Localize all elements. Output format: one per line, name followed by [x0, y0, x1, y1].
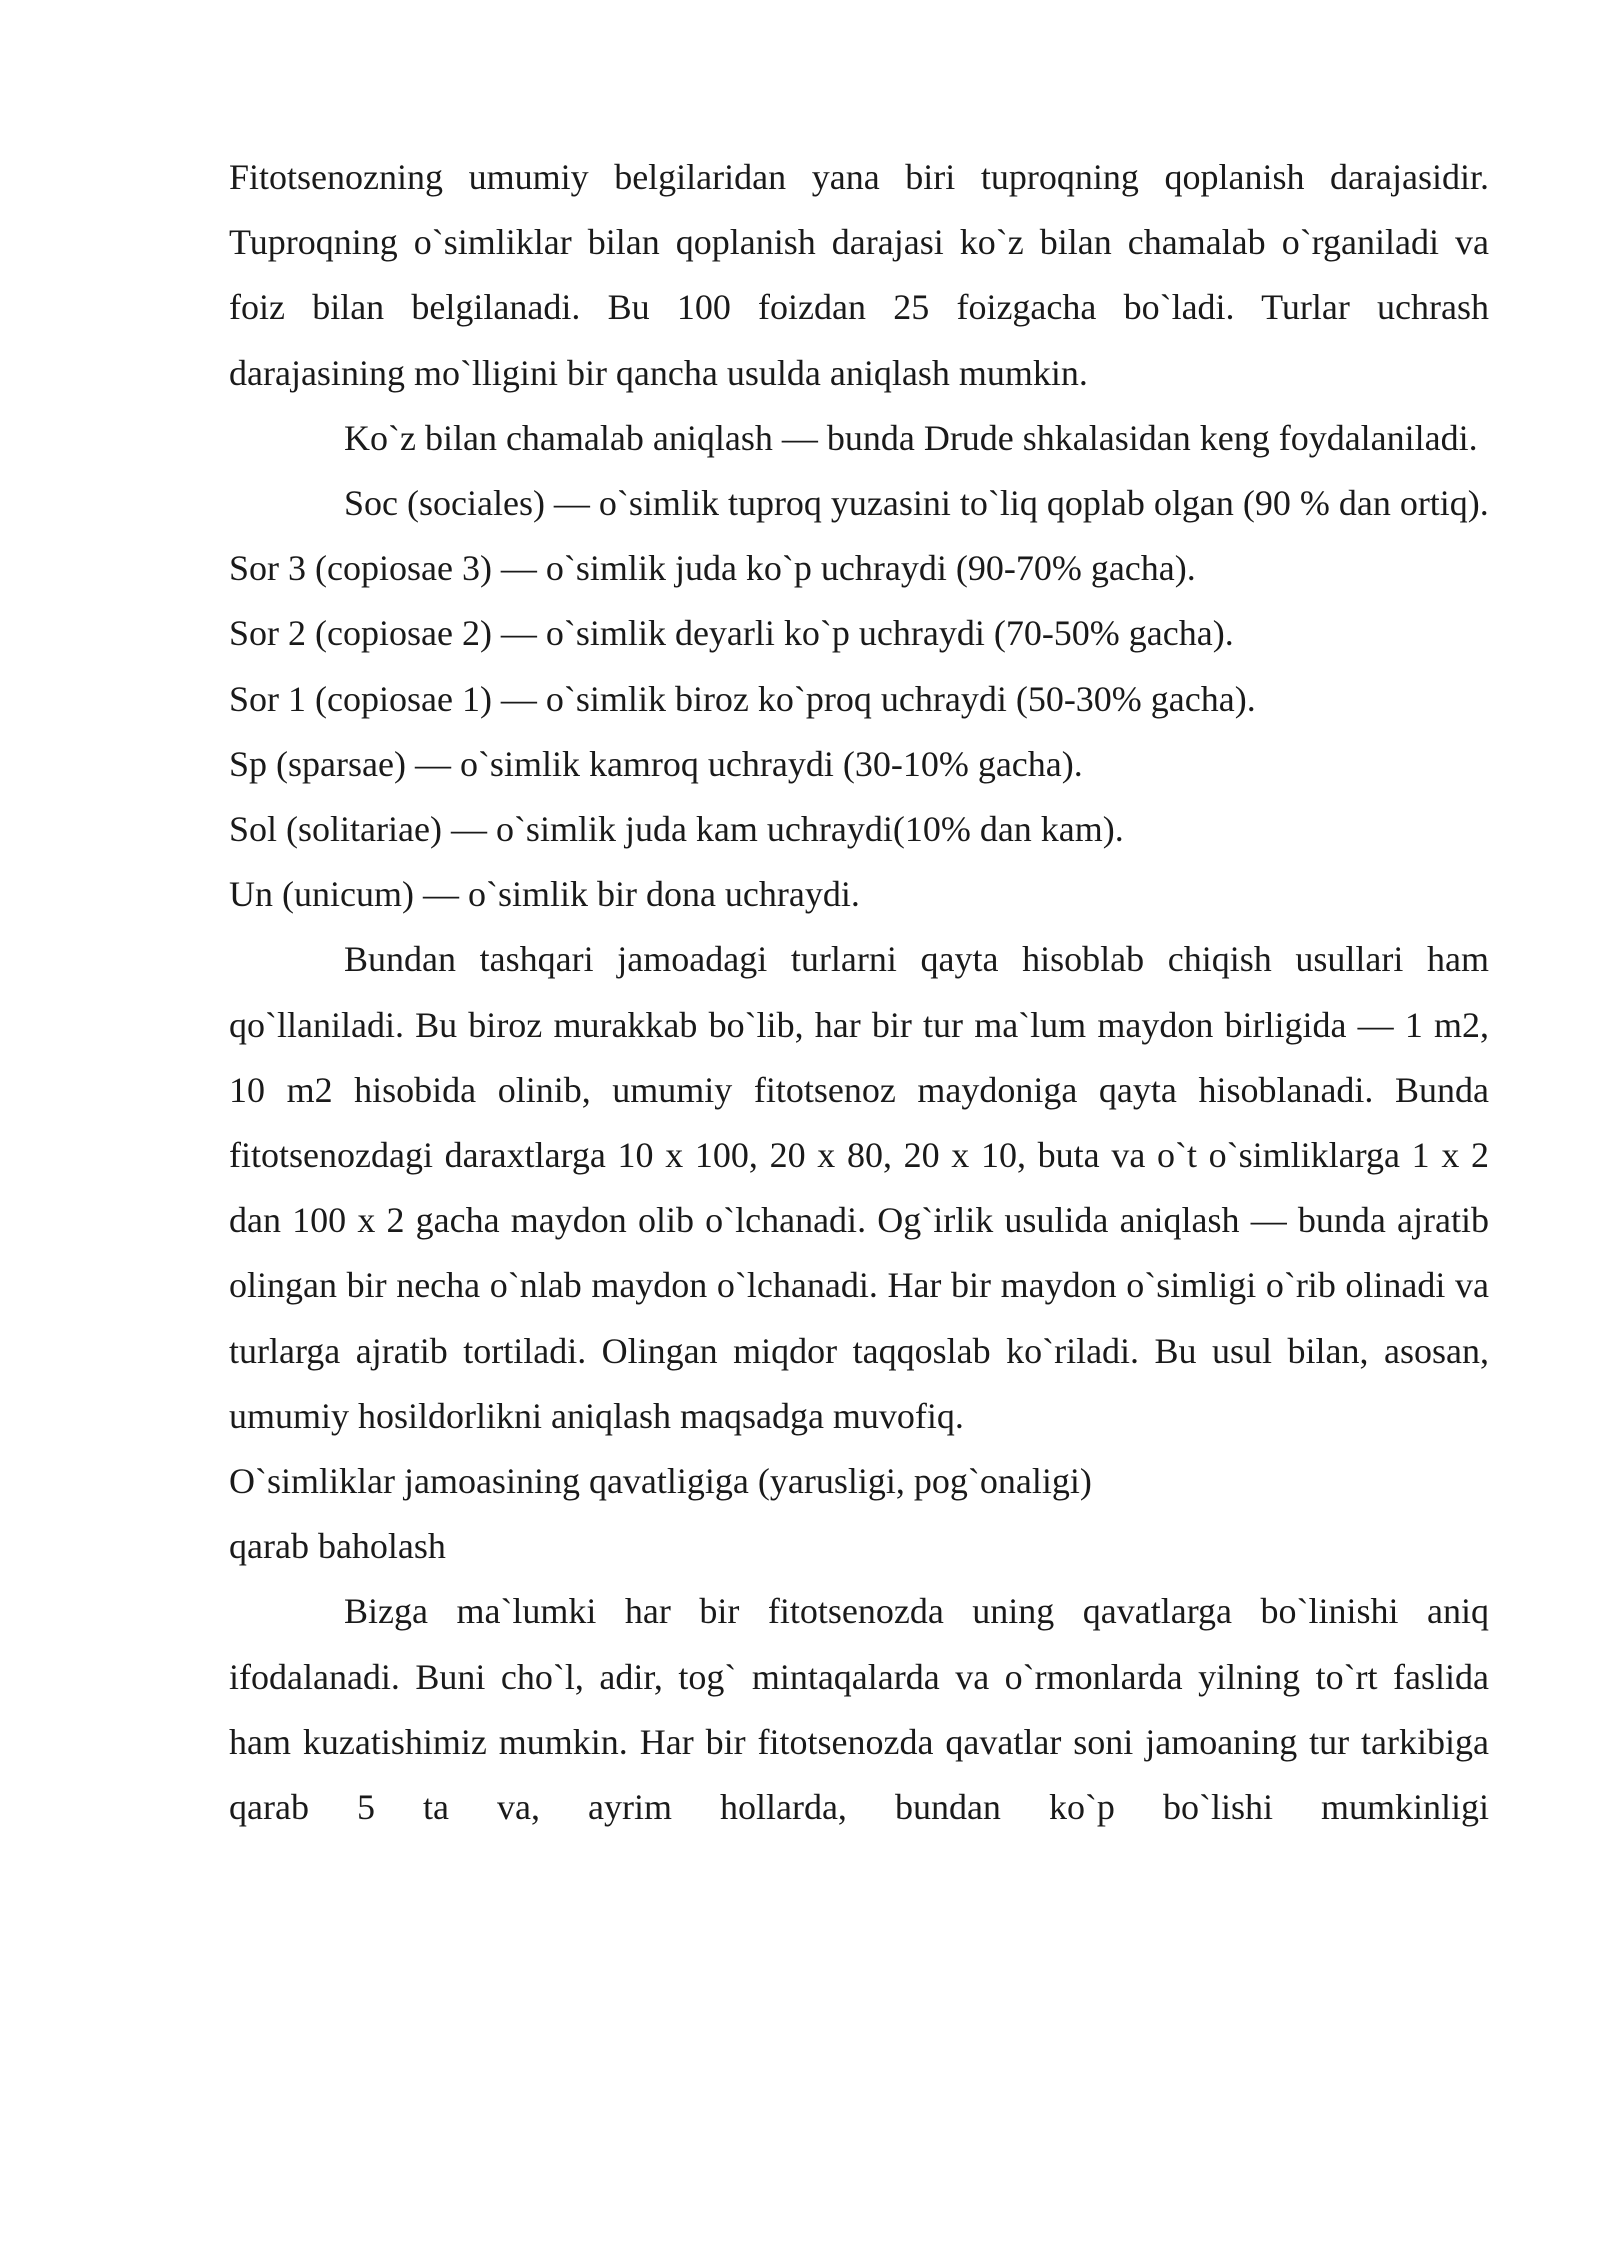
paragraph-layers: Bizga ma`lumki har bir fitotsenozda uning qavatlarga bo`linishi aniq ifodalanadi. Buni cho`l, adir, tog` mintaqalarda va o`rmonlarda yilning to`rt faslida ham kuzatishimiz mumkin. Har bir fitotsenozda qavatlar soni jamoaning tur tarkibiga qarab 5 ta va, ayrim hollarda, bundan ko`p bo`lishi mumkinligi [229, 1591, 1489, 1828]
paragraph-sol: Sol (solitariae) — o`simlik juda kam uchraydi(10% dan kam). [229, 809, 1124, 850]
paragraph-drude-scale: Ko`z bilan chamalab aniqlash — bunda Drude shkalasidan keng foydalaniladi. [344, 417, 1478, 458]
section-heading-line-1: O`simliklar jamoasining qavatligiga (yarusligi, pog`onaligi) [229, 1461, 1092, 1502]
paragraph-recount-methods: Bundan tashqari jamoadagi turlarni qayta hisoblab chiqish usullari ham qo`llaniladi. Bu biroz murakkab bo`lib, har bir tur ma`lum maydon birligida — 1 m2, 10 m2 hisobida olinib, umumiy fitotsenoz maydoniga qayta hisoblanadi. Bunda fitotsenozdagi daraxtlarga 10 x 100, 20 x 80, 20 x 10, buta va o`t o`simliklarga 1 x 2 dan 100 x 2 gacha maydon olib o`lchanadi. Og`irlik usulida aniqlash — bunda ajratib olingan bir necha o`nlab maydon o`lchanadi. Har bir maydon o`simligi o`rib olinadi va turlarga ajratib tortiladi. Olingan miqdor taqqoslab ko`riladi. Bu usul bilan, asosan, umumiy hosildorlikni aniqlash maqsadga muvofiq. [229, 939, 1489, 1436]
paragraph-soc: Soc (sociales) — o`simlik tuproq yuzasini to`liq qoplab olgan (90 % dan ortiq). [344, 483, 1489, 524]
document-body [229, 145, 1489, 1840]
paragraph-sp: Sp (sparsae) — o`simlik kamroq uchraydi (30-10% gacha). [229, 743, 1083, 784]
paragraph-cop2: Sor 2 (copiosae 2) — o`simlik deyarli ko`p uchraydi (70-50% gacha). [229, 613, 1234, 654]
paragraph-cop1: Sor 1 (copiosae 1) — o`simlik biroz ko`proq uchraydi (50-30% gacha). [229, 678, 1256, 719]
paragraph-cop3: Sor 3 (copiosae 3) — o`simlik juda ko`p uchraydi (90-70% gacha). [229, 548, 1196, 589]
paragraph-un: Un (unicum) — o`simlik bir dona uchraydi. [229, 874, 860, 915]
section-heading-line-2: qarab baholash [229, 1526, 446, 1567]
paragraph-coverage-intro: Fitotsenozning umumiy belgilaridan yana biri tuproqning qoplanish darajasidir. Tuproqning o`simliklar bilan qoplanish darajasi ko`z bilan chamalab o`rganiladi va foiz bilan belgilanadi. Bu 100 foizdan 25 foizgacha bo`ladi. Turlar uchrash darajasining mo`lligini bir qancha usulda aniqlash mumkin. [229, 157, 1489, 393]
